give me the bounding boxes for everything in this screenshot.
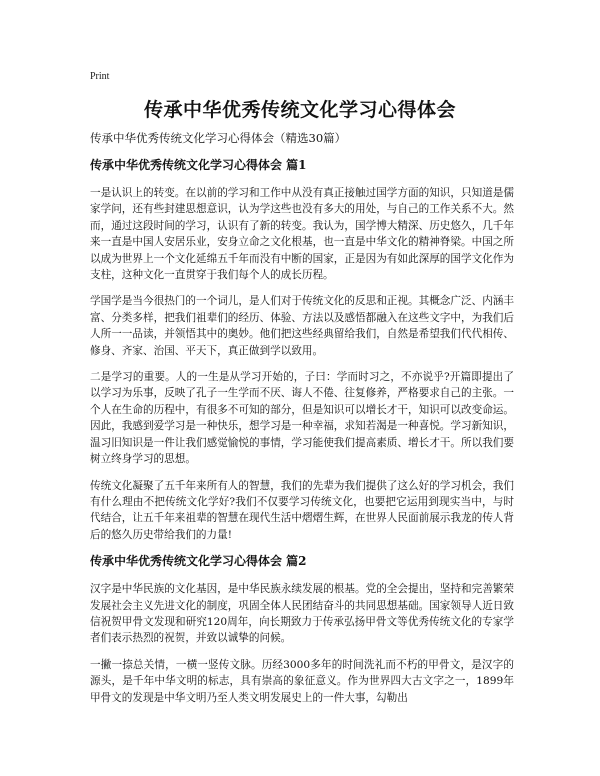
paragraph: 二是学习的重要。人的一生是从学习开始的，子曰：学而时习之，不亦说乎?开篇即提出了以学习为乐事，反映了孔子一生学而不厌、诲人不倦、往复修养，严格要求自己的主张。一个人在生命的历程中，有很多不可知的部分，但是知识可以增长才干，知识可以改变命运。因此，我感到爱学习是一种快乐，想学习是一种幸福，求知若渴是一种喜悦。学习新知识，温习旧知识是一件让我们感觉愉悦的事情，学习能使我们提高素质、增长才干。所以我们要树立终身学习的思想。 — [90, 371, 514, 466]
document-subtitle: 传承中华优秀传统文化学习心得体会（精选30篇） — [90, 131, 347, 145]
paragraph: 传统文化凝聚了五千年来所有人的智慧，我们的先辈为我们提供了这么好的学习机会，我们有什么理由不把传统文化学好?我们不仅要学习传统文化，也要把它运用到现实当中，与时代结合，让五千年来祖辈的智慧在现代生活中熠熠生辉，在世界人民面前展示我龙的传人背后的悠久历史带给我们的力量! — [90, 479, 514, 541]
paragraph: 一是认识上的转变。在以前的学习和工作中从没有真正接触过国学方面的知识，只知道是儒家学问，还有些封建思想意识，认为学这些也没有多大的用处，与自己的工作关系不大。然而，通过这段时间的学习，认识有了新的转变。我认为，国学博大精深、历史悠久，几千年来一直是中国人安居乐业，安身立命之文化根基，也一直是中华文化的精神脊梁。中国之所以成为世界上一个文化延绵五千年而没有中断的国家，正是因为有如此深厚的国学文化作为支柱，这种文化一直贯穿于我们每个人的成长历程。 — [90, 187, 514, 282]
paragraph: 汉字是中华民族的文化基因，是中华民族永续发展的根基。党的全会提出，坚持和完善繁荣发展社会主义先进文化的制度，巩固全体人民团结奋斗的共同思想基础。国家领导人近日致信祝贺甲骨文发现和研究120周年，向长期致力于传承弘扬甲骨文等优秀传统文化的专家学者们表示热烈的祝贺，并致以诚挚的问候。 — [90, 583, 514, 645]
section-2 — [90, 553, 514, 706]
section-1 — [90, 157, 514, 543]
paragraph: 学国学是当今很热门的一个词儿，是人们对于传统文化的反思和正视。其概念广泛、内涵丰富、分类多样，把我们祖辈们的经历、体验、方法以及感悟都融入在这些文字中，为我们后人所一一品读，并领悟其中的奥妙。他们把这些经典留给我们，自然是希望我们代代相传、修身、齐家、治国、平天下，真正做到学以致用。 — [90, 295, 514, 357]
paragraph: 一撇一捺总关情，一横一竖传文脉。历经3000多年的时间洗礼而不朽的甲骨文，是汉字的源头，是千年中华文明的标志，具有崇高的象征意义。作为世界四大古文字之一，1899年甲骨文的发现是中华文明乃至人类文明发展史上的一件大事，勾勒出 — [90, 658, 514, 704]
document-body — [90, 157, 514, 716]
print-label: Print — [90, 71, 110, 82]
section-heading: 传承中华优秀传统文化学习心得体会 篇1 — [90, 158, 307, 172]
page-title: 传承中华优秀传统文化学习心得体会 — [143, 99, 456, 121]
section-heading: 传承中华优秀传统文化学习心得体会 篇2 — [90, 554, 307, 569]
